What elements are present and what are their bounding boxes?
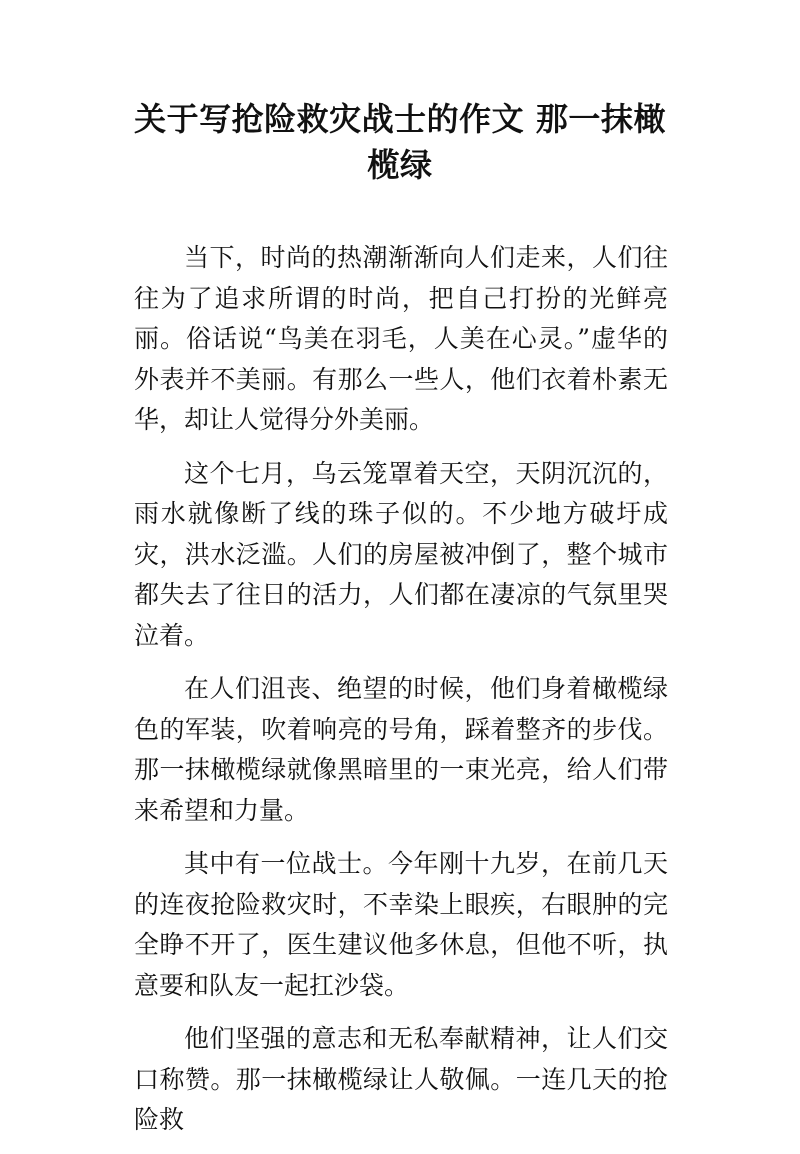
document-body	[134, 238, 668, 1154]
paragraph-2: 这个七月，乌云笼罩着天空，天阴沉沉的，雨水就像断了线的珠子似的。不少地方破圩成灾，洪水泛滥。人们的房屋被冲倒了，整个城市都失去了往日的活力，人们都在凄凉的气氛里哭泣着。	[134, 458, 668, 650]
paragraph-3: 在人们沮丧、绝望的时候，他们身着橄榄绿色的军装，吹着响亮的号角，踩着整齐的步伐。那一抹橄榄绿就像黑暗里的一束光亮，给人们带来希望和力量。	[134, 674, 668, 825]
paragraph-4: 其中有一位战士。今年刚十九岁，在前几天的连夜抢险救灾时，不幸染上眼疾，右眼肿的完全睁不开了，医生建议他多休息，但他不听，执意要和队友一起扛沙袋。	[134, 849, 668, 1000]
paragraph-1: 当下，时尚的热潮渐渐向人们走来，人们往往为了追求所谓的时尚，把自己打扮的光鲜亮丽。俗话说“鸟美在羽毛，人美在心灵。”虚华的外表并不美丽。有那么一些人，他们衣着朴素无华，却让人觉得分外美丽。	[134, 243, 668, 434]
paragraph-5: 他们坚强的意志和无私奉献精神，让人们交口称赞。那一抹橄榄绿让人敬佩。一连几天的抢险救	[134, 1024, 668, 1134]
document-title: 关于写抢险救灾战士的作文 那一抹橄榄绿	[134, 100, 666, 184]
